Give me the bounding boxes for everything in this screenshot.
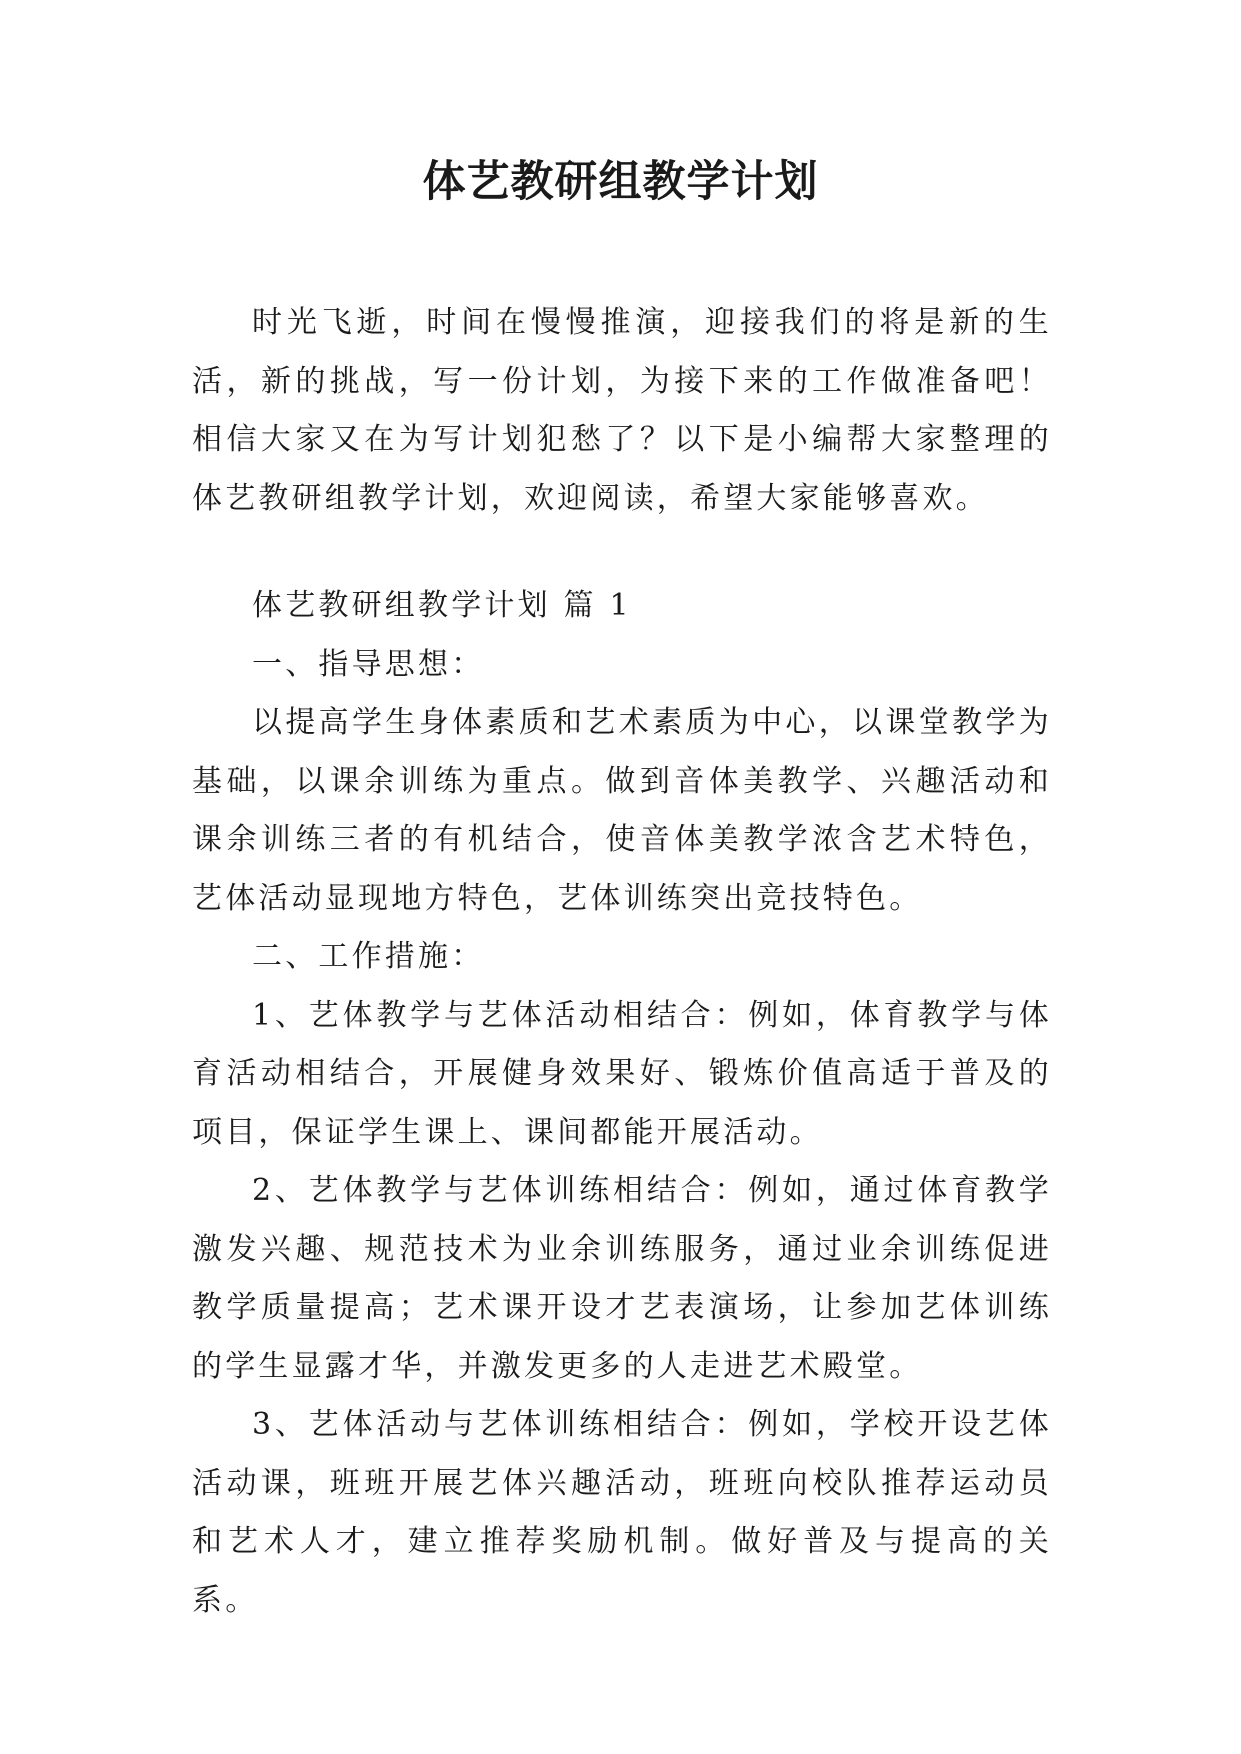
- intro-section: [192, 294, 1052, 528]
- heading-guiding-ideology: 一、指导思想：: [252, 646, 485, 682]
- heading-work-measures: 二、工作措施：: [252, 939, 485, 974]
- measure-item-2: 2、艺体教学与艺体训练相结合：例如，通过体育教学激发兴趣、规范技术为业余训练服务，通过业余训练促进教学质量提高；艺术课开设才艺表演场，让参加艺体训练的学生显露才华，并激发更多的人走进艺术殿堂。: [192, 1173, 1052, 1384]
- main-section: [192, 577, 1052, 1630]
- measure-item-3: 3、艺体活动与艺体训练相结合：例如，学校开设艺体活动课，班班开展艺体兴趣活动，班班向校队推荐运动员和艺术人才，建立推荐奖励机制。做好普及与提高的关系。: [192, 1407, 1052, 1618]
- document-title: 体艺教研组教学计划: [422, 157, 819, 207]
- intro-paragraph: 时光飞逝，时间在慢慢推演，迎接我们的将是新的生活，新的挑战，写一份计划，为接下来的工作做准备吧！相信大家又在为写计划犯愁了？以下是小编帮大家整理的体艺教研组教学计划，欢迎阅读，希望大家能够喜欢。: [192, 305, 1052, 516]
- paragraph-guiding-ideology: 以提高学生身体素质和艺术素质为中心，以课堂教学为基础，以课余训练为重点。做到音体美教学、兴趣活动和课余训练三者的有机结合，使音体美教学浓含艺术特色，艺体活动显现地方特色，艺体训练突出竞技特色。: [192, 705, 1052, 916]
- measure-item-1: 1、艺体教学与艺体活动相结合：例如，体育教学与体育活动相结合，开展健身效果好、锻炼价值高适于普及的项目，保证学生课上、课间都能开展活动。: [192, 997, 1052, 1150]
- section-title: 体艺教研组教学计划 篇 1: [252, 588, 632, 623]
